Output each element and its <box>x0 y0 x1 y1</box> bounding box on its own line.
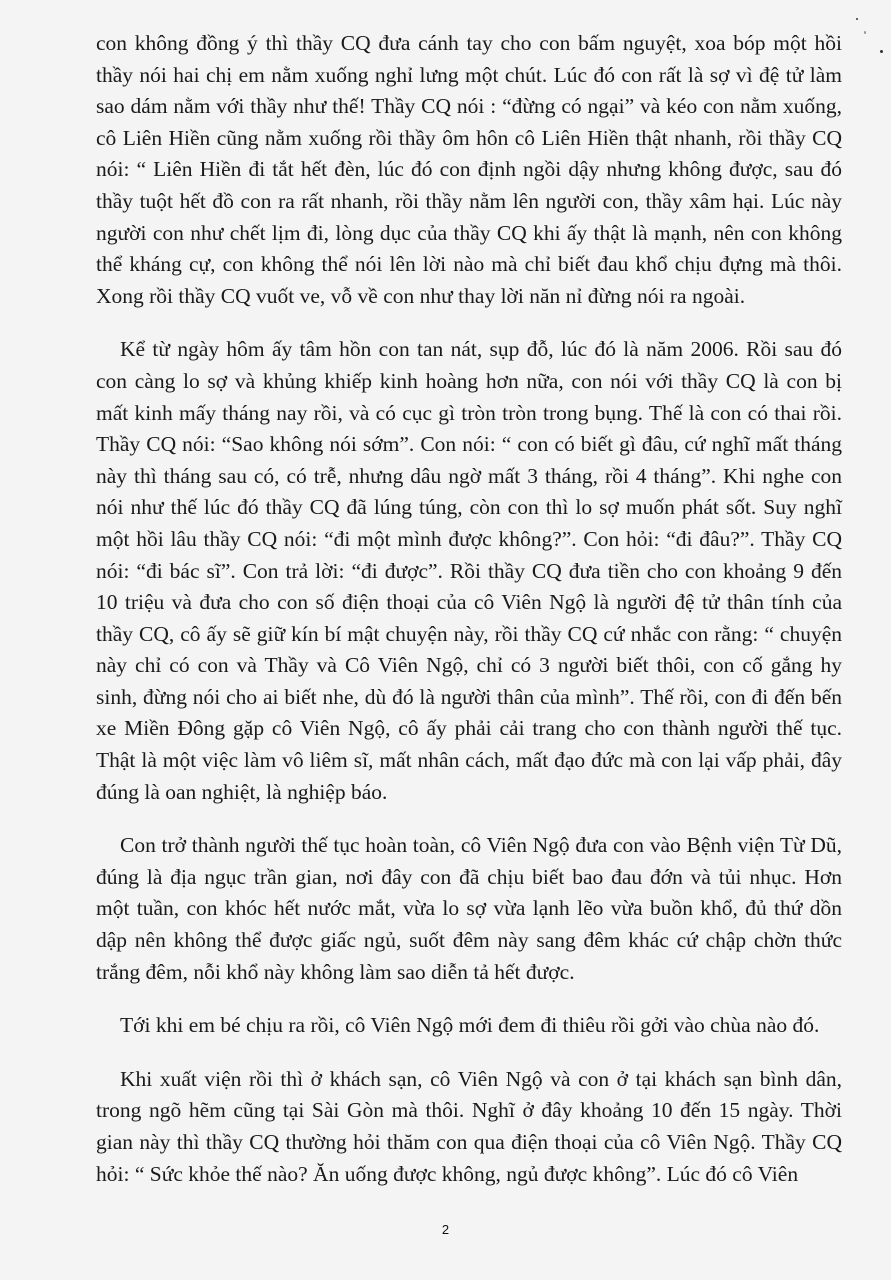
text-line: Thầy CQ nói: “Sao không nói sớm”. Con nói: “ con có biết gì đâu, cứ nghĩ mất tháng <box>96 432 842 457</box>
text-line: một hồi lâu thầy CQ nói: “đi một mình được không?”. Con hỏi: “đi đâu?”. Thầy CQ <box>96 526 842 551</box>
text-line: một tuần, con khóc hết nước mắt, vừa lo sợ vừa lạnh lẽo vừa buồn khổ, đủ thứ dồn <box>96 896 842 921</box>
scan-speck <box>880 50 883 53</box>
paragraph <box>96 28 842 312</box>
text-line: người con như chết lịm đi, lòng dục của thầy CQ khi ấy thật là mạnh, nên con không <box>96 220 842 245</box>
document-body <box>96 28 842 1212</box>
text-line: cô Liên Hiền cũng nằm xuống rồi thầy ôm hôn cô Liên Hiền thật nhanh, rồi thầy CQ <box>96 125 842 150</box>
text-line: Khi xuất viện rồi thì ở khách sạn, cô Viên Ngộ và con ở tại khách sạn bình dân, <box>120 1066 842 1091</box>
text-line: mất kinh mấy tháng nay rồi, và có cục gì tròn tròn trong bụng. Thế là con có thai rồi. <box>96 400 842 425</box>
paragraph <box>96 334 842 808</box>
text-line: Xong rồi thầy CQ vuốt ve, vỗ về con như thay lời năn nỉ đừng nói ra ngoài. <box>96 283 746 308</box>
text-line: gian này thì thầy CQ thường hỏi thăm con qua điện thoại của cô Viên Ngộ. Thầy CQ <box>96 1130 842 1154</box>
text-line: Kể từ ngày hôm ấy tâm hồn con tan nát, sụp đỗ, lúc đó là năm 2006. Rồi sau đó <box>120 337 842 362</box>
page-number: 2 <box>441 1222 450 1237</box>
text-line: Tới khi em bé chịu ra rồi, cô Viên Ngộ mới đem đi thiêu rồi gởi vào chùa nào đó. <box>120 1013 820 1038</box>
text-line: xe Miền Đông gặp cô Viên Ngộ, cô ấy phải cải trang cho con thành người thế tục. <box>96 716 842 741</box>
text-line: con càng lo sợ và khủng khiếp kinh hoàng hơn nữa, con nói với thầy CQ là con bị <box>96 368 842 393</box>
scan-speck <box>864 31 866 34</box>
text-line: thể kháng cự, con không thể nói lên lời nào mà chỉ biết đau khổ chịu đựng mà thôi. <box>96 252 842 277</box>
text-line: nói: “ Liên Hiền đi tắt hết đèn, lúc đó con định ngồi dậy nhưng không được, sau đó <box>96 157 842 182</box>
text-line: đúng là oan nghiệt, là nghiệp báo. <box>96 779 388 804</box>
text-line: hỏi: “ Sức khỏe thế nào? Ăn uống được không, ngủ được không”. Lúc đó cô Viên <box>96 1161 799 1186</box>
paragraph <box>96 830 842 988</box>
text-line: nói như thế lúc đó thầy CQ đã lúng túng, còn con thì lo sợ muốn phát sốt. Suy nghĩ <box>96 495 842 520</box>
text-line: dập nên không thể được giấc ngủ, suốt đêm này sang đêm khác cứ chập chờn thức <box>96 928 842 953</box>
text-line: này chỉ có con và Thầy và Cô Viên Ngộ, chỉ có 3 người biết thôi, con cố gắng hy <box>96 653 842 678</box>
text-line: trong ngõ hẽm cũng tại Sài Gòn mà thôi. Nghĩ ở đây khoảng 10 đến 15 ngày. Thời <box>96 1098 842 1123</box>
text-line: đúng là địa ngục trần gian, nơi đây con đã chịu biết bao đau đớn và tủi nhục. Hơn <box>96 864 842 889</box>
text-line: con không đồng ý thì thầy CQ đưa cánh tay cho con bấm nguyệt, xoa bóp một hồi <box>96 31 842 55</box>
paragraph <box>96 1064 842 1190</box>
scan-speck <box>856 18 858 20</box>
text-line: nói: “đi bác sĩ”. Con trả lời: “đi được”. Rồi thầy CQ đưa tiền cho con khoảng 9 đến <box>96 558 842 583</box>
text-line: thầy CQ, cô ấy sẽ giữ kín bí mật chuyện này, rồi thầy CQ cứ nhắc con rằng: “ chuyện <box>96 621 842 646</box>
text-line: thầy tuột hết đồ con ra rất nhanh, rồi thầy nằm lên người con, thầy xâm hại. Lúc này <box>96 188 842 213</box>
text-line: 10 triệu và đưa cho con số điện thoại của cô Viên Ngộ là người đệ tử thân tính của <box>96 590 842 615</box>
paragraph <box>96 1010 842 1042</box>
text-line: Con trở thành người thế tục hoàn toàn, cô Viên Ngộ đưa con vào Bệnh viện Từ Dũ, <box>120 833 842 858</box>
text-line: sao dám nằm với thầy như thế! Thầy CQ nói : “đừng có ngại” và kéo con nằm xuống, <box>96 94 842 119</box>
text-line: sinh, đừng nói cho ai biết nhe, dù đó là người thân của mình”. Thế rồi, con đi đến bến <box>96 684 842 709</box>
text-line: thầy nói hai chị em nằm xuống nghỉ lưng một chút. Lúc đó con rất là sợ vì đệ tử làm <box>96 62 842 87</box>
text-line: Thật là một việc làm vô liêm sĩ, mất nhân cách, mất đạo đức mà con lại vấp phải, đây <box>96 748 842 773</box>
text-line: này thì tháng sau có, có trễ, nhưng dâu ngờ mất 3 tháng, rồi 4 tháng”. Khi nghe con <box>96 463 842 488</box>
text-line: trắng đêm, nỗi khổ này không làm sao diễn tả hết được. <box>96 959 575 984</box>
